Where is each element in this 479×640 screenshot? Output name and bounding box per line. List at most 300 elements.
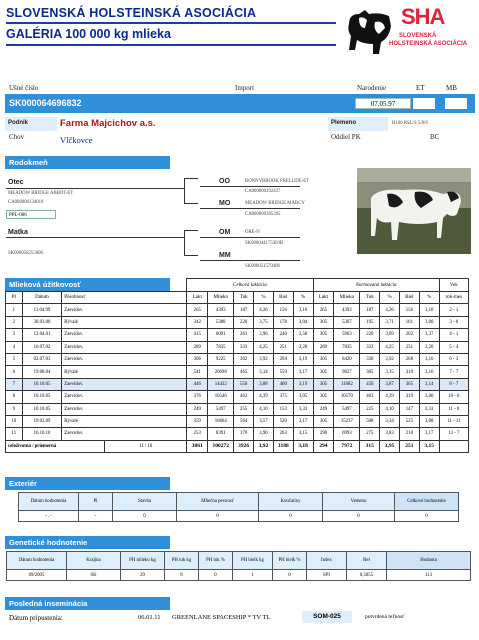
plemeno-value: H100 RSL/S 5/8/8: [392, 121, 428, 126]
oo-id: CA000000392437: [245, 189, 281, 194]
milk-cell: 9225: [208, 353, 234, 365]
gen-value: 0,5055: [347, 570, 387, 581]
col-tuk-pct: %: [254, 292, 274, 304]
milk-cell: 305: [313, 391, 334, 403]
milk-cell: 3,10: [293, 304, 313, 316]
mo-label: MO: [219, 200, 231, 207]
total-count: 11 / 10: [105, 440, 187, 452]
milk-cell: Zaevidov.: [62, 428, 187, 440]
col-pl: Pl: [6, 292, 23, 304]
milk-cell: 11: [6, 428, 23, 440]
milk-cell: 3,83: [380, 428, 400, 440]
milk-cell: 8391: [208, 428, 234, 440]
ext-value: - . -: [19, 511, 79, 522]
milk-cell: 255: [234, 403, 254, 415]
milk-cell: 202: [399, 329, 419, 341]
milk-cell: 11.04.99: [22, 304, 62, 316]
milk-cell: 3,87: [380, 378, 400, 390]
father-branch: [184, 178, 185, 204]
gen-col-datum: Dátum hodnotenia: [7, 552, 67, 570]
milk-cell: 541: [187, 366, 208, 378]
milk-cell: Bývalé: [62, 316, 187, 328]
milk-cell: 6: [6, 366, 23, 378]
milk-cell: 4393: [334, 304, 360, 316]
milk-cell: 249: [187, 403, 208, 415]
milk-cell: 415: [187, 329, 208, 341]
milk-cell: Bývalé: [62, 366, 187, 378]
milk-cell: 10546: [208, 391, 234, 403]
milk-cell: 3,16: [419, 353, 439, 365]
total-cell: 7972: [334, 440, 360, 452]
milk-cell: 508: [360, 415, 380, 427]
milk-cell: Zaevidov.: [62, 403, 187, 415]
milk-cell: 5367: [334, 316, 360, 328]
milk-cell: 3,00: [419, 316, 439, 328]
oo-label: OO: [219, 178, 230, 185]
milk-cell: 19.02.09: [22, 415, 62, 427]
milk-cell: 3,15: [380, 366, 400, 378]
milk-cell: 564: [234, 415, 254, 427]
insemination-bull: GREENLANE SPACESHIP * TV TL: [172, 614, 271, 621]
milk-cell: 6091: [208, 329, 234, 341]
total-cell: 3861: [187, 440, 208, 452]
plemeno-label: Plemeno: [331, 120, 357, 126]
milk-cell: 3 - 0: [439, 316, 468, 328]
milk-cell: 3,16: [419, 366, 439, 378]
milk-cell: Zaevidov.: [62, 353, 187, 365]
milk-cell: 261: [234, 329, 254, 341]
milk-row: [6, 353, 469, 365]
ear-number-label: Ušné číslo: [9, 84, 39, 92]
milk-cell: 10: [6, 415, 23, 427]
chov-label: Chov: [9, 133, 25, 141]
milk-cell: 2 - 1: [439, 304, 468, 316]
milk-cell: 289: [313, 341, 334, 353]
cow-photo-icon: [357, 168, 471, 254]
total-cell: 3,18: [293, 440, 313, 452]
oo-name: RONNYBROOK PRELUDE-ET: [245, 179, 310, 184]
milk-cell: 5963: [334, 329, 360, 341]
milk-cell: 4,25: [380, 341, 400, 353]
milk-cell: 305: [313, 353, 334, 365]
milk-cell: 153: [273, 403, 293, 415]
milk-cell: 3,33: [293, 403, 313, 415]
gen-value: 1: [233, 570, 273, 581]
milk-cell: 8: [6, 391, 23, 403]
col-n-tuk-pct: %: [380, 292, 400, 304]
milk-cell: 3,20: [419, 341, 439, 353]
milk-cell: 147: [399, 403, 419, 415]
total-cell: 3,15: [419, 440, 439, 452]
ext-col-stavba: Stavba: [113, 493, 177, 511]
ext-col-celkove: Celkové hodnotenie: [395, 493, 459, 511]
otec-line: [6, 188, 184, 189]
milk-cell: 10570: [334, 391, 360, 403]
gen-col-ph-tuk: PH tuk kg: [165, 552, 199, 570]
chov-value: Vlčkovce: [60, 135, 93, 145]
milk-cell: 11682: [334, 378, 360, 390]
matka-line: [6, 237, 184, 238]
insemination-header: Posledná inseminácia: [5, 597, 170, 610]
milk-cell: 7 - 7: [439, 366, 468, 378]
ext-col-koncatiny: Končatiny: [259, 493, 323, 511]
milk-cell: 376: [234, 428, 254, 440]
milk-cell: 14432: [208, 378, 234, 390]
total-label: celoživotná / priemerná: [6, 440, 105, 452]
farm-name: Farma Majcichov a.s.: [60, 118, 156, 129]
otec-code: PPL-006: [6, 210, 56, 219]
milk-cell: 30.03.00: [22, 316, 62, 328]
milk-cell: 305: [360, 366, 380, 378]
milk-cell: 10 - 0: [439, 391, 468, 403]
milk-cell: 460: [273, 378, 293, 390]
oo-line: [200, 186, 300, 187]
milk-cell: 4,39: [380, 391, 400, 403]
milk-cell: 13 - 7: [439, 428, 468, 440]
milk-cell: 10.10.05: [22, 378, 62, 390]
milk-cell: 3: [6, 329, 23, 341]
milk-cell: 19.08.04: [22, 366, 62, 378]
milk-cell: 3,90: [254, 428, 274, 440]
milk-cell: 3,33: [419, 403, 439, 415]
milk-cell: 178: [273, 316, 293, 328]
milk-cell: 2: [6, 316, 23, 328]
milk-cell: 10.10.05: [22, 403, 62, 415]
milk-cell: 156: [399, 304, 419, 316]
col-n-biel: Biel: [399, 292, 419, 304]
milk-cell: 520: [273, 415, 293, 427]
total-cell: 251: [399, 440, 419, 452]
milk-cell: 251: [399, 341, 419, 353]
milk-cell: 305: [313, 366, 334, 378]
otec-id: CA000006134018: [8, 200, 44, 205]
milk-cell: 376: [187, 391, 208, 403]
milk-cell: 359: [187, 415, 208, 427]
insemination-code: SOM-025: [302, 611, 352, 623]
milk-cell: Zaevidov.: [62, 341, 187, 353]
milk-row: [6, 415, 469, 427]
total-cell: 3,92: [254, 440, 274, 452]
milk-cell: 3,04: [293, 316, 313, 328]
milk-cell: 3,00: [419, 391, 439, 403]
milk-cell: 342: [187, 316, 208, 328]
milk-cell: 5: [6, 353, 23, 365]
milk-row: [6, 329, 469, 341]
milk-cell: 16.10.10: [22, 428, 62, 440]
total-cell: 3188: [273, 440, 293, 452]
genetic-table: [6, 551, 471, 581]
milk-cell: 11 - 0: [439, 403, 468, 415]
milk-cell: 305: [313, 329, 334, 341]
col-vek: rok-mes: [439, 292, 468, 304]
et-label: ET: [416, 84, 425, 92]
mo-branch: [184, 203, 198, 204]
gen-col-hodnota: Hodnota: [387, 552, 471, 570]
milk-cell: 156: [273, 304, 293, 316]
gen-col-ph-mlieko: PH mlieko kg: [121, 552, 165, 570]
milk-cell: 4 - 1: [439, 329, 468, 341]
gen-value: 0: [199, 570, 233, 581]
page-subtitle: GALÉRIA 100 000 kg mlieka: [6, 27, 171, 41]
gen-value: 113: [387, 570, 471, 581]
milk-cell: 5497: [208, 403, 234, 415]
mm-id: SK000051579406: [245, 264, 280, 269]
col-biel: Biel: [273, 292, 293, 304]
milk-cell: 3,10: [419, 304, 439, 316]
milk-cell: 9827: [334, 366, 360, 378]
milk-cell: 7835: [334, 341, 360, 353]
milk-cell: 333: [234, 341, 254, 353]
milk-cell: 253: [187, 428, 208, 440]
milk-cell: 294: [273, 353, 293, 365]
total-cell: [439, 440, 468, 452]
total-cell: 3926: [234, 440, 254, 452]
total-cell: 294: [313, 440, 334, 452]
col-tuk: Tuk: [234, 292, 254, 304]
milk-cell: 218: [399, 428, 419, 440]
milk-cell: 240: [273, 329, 293, 341]
milk-row: [6, 341, 469, 353]
ext-col-pl: Pl: [79, 493, 113, 511]
milk-col-headers: [6, 292, 469, 304]
milk-cell: 465: [234, 366, 254, 378]
milk-cell: 3,92: [254, 353, 274, 365]
mm-line: [200, 260, 300, 261]
cow-photo: [357, 168, 471, 254]
milk-cell: 4,39: [254, 391, 274, 403]
logo-line2: HOLSTEINSKÁ ASOCIÁCIA: [389, 41, 468, 47]
milk-cell: 4: [6, 341, 23, 353]
exterier-table: [18, 492, 459, 522]
om-name: ORE-N: [245, 230, 260, 235]
gen-value: SK: [67, 570, 121, 581]
oo-branch: [184, 178, 198, 179]
milk-cell: 3,58: [293, 329, 313, 341]
milk-cell: 10.10.05: [22, 391, 62, 403]
genetic-header: Genetické hodnotenie: [5, 536, 170, 549]
milk-cell: 16.07.02: [22, 341, 62, 353]
milk-cell: 333: [360, 341, 380, 353]
milk-row: [6, 403, 469, 415]
col-n-lakt: Lakt: [313, 292, 334, 304]
milk-cell: 20698: [208, 366, 234, 378]
milk-cell: 559: [273, 366, 293, 378]
milk-cell: 6 - 3: [439, 353, 468, 365]
milk-row: [6, 316, 469, 328]
celkova-header: Celková laktácia: [187, 279, 313, 292]
milk-cell: 3,57: [254, 415, 274, 427]
import-label: Import: [235, 84, 255, 92]
birth-label: Narodenie: [357, 84, 387, 92]
milk-cell: 6993: [334, 428, 360, 440]
milk-row: [6, 428, 469, 440]
milk-cell: Zaevidov.: [62, 304, 187, 316]
milk-cell: 3,19: [293, 378, 313, 390]
mb-label: MB: [446, 84, 457, 92]
milk-cell: 225: [360, 403, 380, 415]
normovana-header: Normovaná laktácia: [313, 279, 439, 292]
gen-value: 8: [165, 570, 199, 581]
milk-cell: 275: [360, 428, 380, 440]
milk-cell: 3,14: [419, 378, 439, 390]
milk-cell: 525: [399, 415, 419, 427]
milk-cell: 3,71: [380, 316, 400, 328]
exterier-header: Exteriér: [5, 477, 170, 490]
page-title: SLOVENSKÁ HOLSTEINSKÁ ASOCIÁCIA: [6, 6, 257, 20]
oddiel-value: BC: [430, 133, 440, 141]
milk-cell: 7: [6, 378, 23, 390]
milk-cell: 4,10: [254, 403, 274, 415]
milk-cell: 4,26: [380, 304, 400, 316]
milk-cell: 220: [234, 316, 254, 328]
matka-label: Matka: [8, 229, 28, 236]
sha-logo: [345, 4, 475, 56]
col-datum: Dátum: [22, 292, 62, 304]
col-mlieko: Mlieko: [208, 292, 234, 304]
vek-header: Vek: [439, 279, 468, 292]
milk-cell: Zaevidov.: [62, 391, 187, 403]
col-biel-pct: %: [293, 292, 313, 304]
ext-col-vemeno: Vemeno: [323, 493, 395, 511]
ext-col-datum: Dátum hodnotenia: [19, 493, 79, 511]
milk-cell: 290: [313, 428, 334, 440]
milk-cell: 251: [273, 341, 293, 353]
total-cell: 315: [360, 440, 380, 452]
milk-cell: 3,20: [293, 341, 313, 353]
milk-cell: 220: [360, 329, 380, 341]
logo-line1: SLOVENSKÁ: [399, 33, 437, 39]
milk-cell: 3,75: [254, 316, 274, 328]
mo-name: MEADOW BRIDGE MARCY: [245, 201, 305, 206]
milk-row: [6, 304, 469, 316]
milk-cell: 8420: [334, 353, 360, 365]
milk-cell: 8 - 7: [439, 378, 468, 390]
col-n-mlieko: Mlieko: [334, 292, 360, 304]
milk-cell: 3,14: [254, 366, 274, 378]
milk-cell: 4,26: [254, 304, 274, 316]
milk-cell: 375: [273, 391, 293, 403]
milk-cell: 7835: [208, 341, 234, 353]
ext-value: 0: [323, 511, 395, 522]
pedigree-header: Rodokmeň: [5, 156, 170, 169]
milk-cell: 550: [234, 378, 254, 390]
milk-cell: 3,05: [293, 391, 313, 403]
milk-cell: 195: [360, 316, 380, 328]
om-branch: [184, 230, 198, 231]
gen-col-krajina: Krajina: [67, 552, 121, 570]
milk-cell: 3,37: [419, 329, 439, 341]
milk-cell: 1: [6, 304, 23, 316]
milk-cell: 450: [360, 378, 380, 390]
otec-name: MEADOW BRIDGE ABBOT-ET: [8, 191, 74, 196]
om-line: [200, 237, 300, 238]
ext-value: 0: [395, 511, 459, 522]
oddiel-label: Oddiel PK: [331, 133, 361, 141]
subtitle-underline: [6, 44, 336, 46]
milk-cell: 305: [313, 316, 334, 328]
milk-cell: Bývalé: [62, 415, 187, 427]
mm-label: MM: [219, 252, 231, 259]
milk-cell: Zaevidov.: [62, 329, 187, 341]
gen-col-ph-biel-pct: PH bielk %: [273, 552, 307, 570]
mother-branch: [184, 230, 185, 256]
mo-id: CA000000385395: [245, 212, 281, 217]
mo-line: [200, 208, 300, 209]
om-id: SK000044175303B: [245, 241, 284, 246]
milk-cell: 02.07.03: [22, 353, 62, 365]
milk-cell: 268: [399, 353, 419, 365]
col-n-biel-pct: %: [419, 292, 439, 304]
ident-bar: [5, 94, 475, 113]
milk-cell: 161: [399, 316, 419, 328]
milk-cell: 187: [234, 304, 254, 316]
logo-text: SHA: [401, 4, 445, 29]
milk-cell: Zaevidov.: [62, 378, 187, 390]
milk-table: [5, 278, 469, 453]
ext-value: 0: [177, 511, 259, 522]
milk-row: [6, 378, 469, 390]
matka-id: SK000058255806: [8, 251, 43, 256]
milk-cell: 305: [313, 415, 334, 427]
milk-cell: 3,96: [254, 329, 274, 341]
milk-cell: 365: [399, 378, 419, 390]
gen-col-ph-biel: PH bielk kg: [233, 552, 273, 570]
om-label: OM: [219, 229, 231, 236]
podnik-label: Podnik: [8, 120, 29, 126]
et-box: [413, 98, 435, 109]
milk-cell: 305: [313, 378, 334, 390]
milk-cell: 12.04.01: [22, 329, 62, 341]
milk-total-row: [6, 440, 469, 452]
milk-cell: 9: [6, 403, 23, 415]
mm-branch: [184, 255, 198, 256]
milk-cell: 3,15: [293, 428, 313, 440]
col-posobnost: Pôsobnosť: [62, 292, 187, 304]
milk-cell: 265: [313, 304, 334, 316]
ext-value: -: [79, 511, 113, 522]
milk-cell: 3,19: [293, 353, 313, 365]
milk-cell: 3,08: [419, 415, 439, 427]
insemination-date-label: Dátum pripustenia:: [9, 614, 63, 622]
gen-value: 09/2005: [7, 570, 67, 581]
milk-cell: 249: [313, 403, 334, 415]
birth-date: 07.05.97: [355, 98, 411, 109]
milk-cell: 263: [273, 428, 293, 440]
milk-cell: 319: [399, 391, 419, 403]
milk-row: [6, 366, 469, 378]
milk-cell: 362: [234, 353, 254, 365]
gen-col-ph-tuk-pct: PH tuk %: [199, 552, 233, 570]
milk-cell: 3,34: [380, 415, 400, 427]
col-lakt: Lakt: [187, 292, 208, 304]
milk-cell: 5388: [208, 316, 234, 328]
milk-cell: 3,92: [380, 353, 400, 365]
milk-cell: 3,88: [254, 378, 274, 390]
milk-header: Mlieková úžitkovosť: [5, 278, 170, 291]
gen-value: 0: [273, 570, 307, 581]
gen-col-index: Index: [307, 552, 347, 570]
milk-cell: 265: [187, 304, 208, 316]
otec-label: Otec: [8, 179, 24, 186]
ext-col-mliecna: Mliečna pevnosť: [177, 493, 259, 511]
total-cell: 100272: [208, 440, 234, 452]
milk-cell: 16864: [208, 415, 234, 427]
title-underline: [6, 22, 336, 24]
milk-cell: 463: [360, 391, 380, 403]
ear-number: SK000064696832: [9, 98, 82, 108]
milk-cell: 5 - 4: [439, 341, 468, 353]
insemination-status: potvrdená teľnosť: [365, 614, 405, 620]
